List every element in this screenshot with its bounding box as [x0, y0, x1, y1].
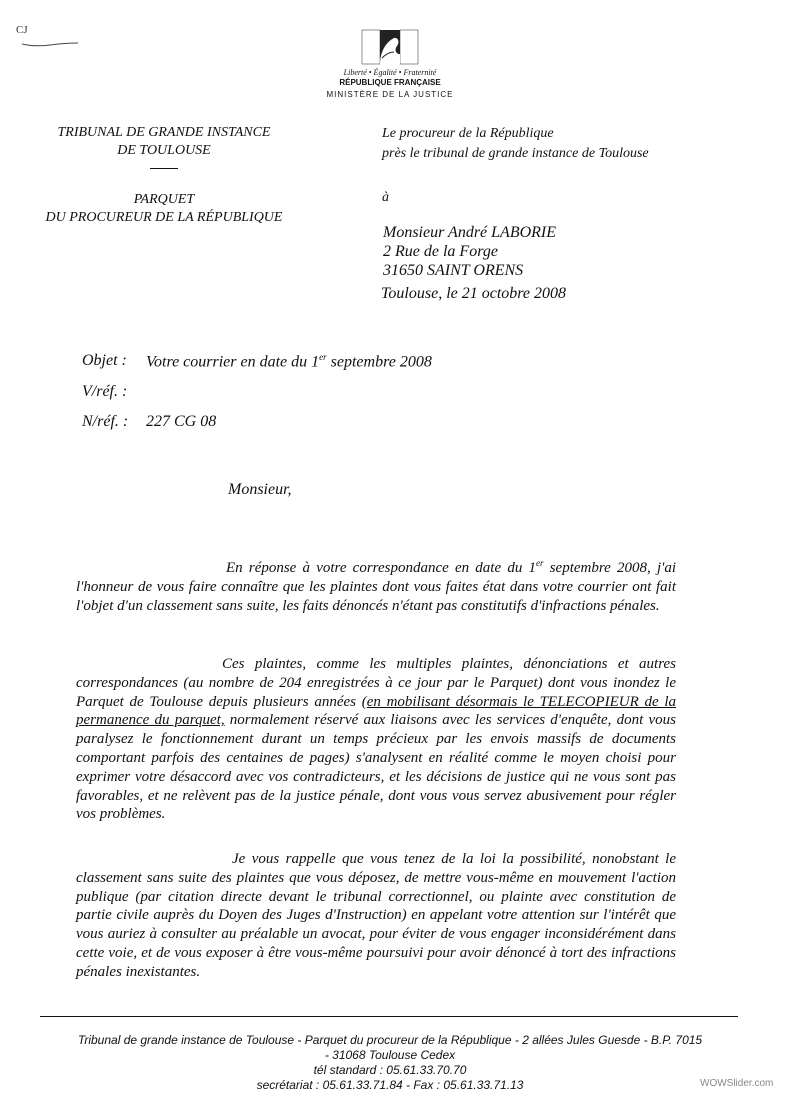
- recipient-street: 2 Rue de la Forge: [383, 243, 498, 260]
- court-name-line1: TRIBUNAL DE GRANDE INSTANCE: [57, 125, 271, 140]
- handwritten-initials: CJ: [16, 24, 28, 36]
- logo-republic: RÉPUBLIQUE FRANÇAISE: [339, 78, 441, 87]
- court-name-line2: DE TOULOUSE: [117, 143, 211, 158]
- marianne-logo: [315, 28, 465, 99]
- watermark: WOWSlider.com: [700, 1078, 774, 1089]
- nref-value: 227 CG 08: [146, 413, 217, 430]
- p2-underlined: en mobilisant désormais le TELECOPIEUR de la permanence du parquet,: [76, 693, 677, 729]
- vref-label: V/réf. :: [82, 383, 128, 400]
- parquet-line2: DU PROCUREUR DE LA RÉPUBLIQUE: [45, 210, 283, 225]
- paragraph-3: [76, 850, 676, 982]
- p1-superscript: er: [536, 558, 544, 568]
- court-header: [24, 124, 304, 227]
- objet-text-b: septembre 2008: [326, 353, 432, 371]
- p2-text-a: Ces plaintes, comme les multiples plaintes, dénonciations et autres correspondances (au nombre de 204 enregistrées à ce jour par le Parquet) dont vous inondez le Parquet de Toulouse depuis plusieurs années (: [76, 656, 676, 710]
- logo-ministry: MINISTÈRE DE LA JUSTICE: [326, 90, 454, 99]
- paragraph-2: [76, 655, 676, 824]
- paragraph-1: [76, 554, 676, 615]
- p3-text: Je vous rappelle que vous tenez de la loi la possibilité, nonobstant le classement sans suite des plaintes que vous déposez, de mettre vous-même en mouvement l'action publique (par citation directe devant le tribunal correctionnel, ou plainte avec constitution de partie civile auprès du Doyen des Juges d'Instruction) en appelant votre attention sur l'intérêt que vous auriez à consulter au préalable un avocat, pour éviter de vous engager inconsidérément dans cette voie, et de vous exposer à être vous-même poursuivi pour avoir dénoncé à tort des infractions pénales inexistantes.: [76, 851, 676, 980]
- salutation: Monsieur,: [228, 481, 292, 498]
- footer-line3: tél standard : 05.61.33.70.70: [313, 1063, 467, 1077]
- objet-label: Objet :: [82, 352, 127, 369]
- sender-line1: Le procureur de la République: [382, 126, 554, 141]
- footer-line2: - 31068 Toulouse Cedex: [324, 1048, 456, 1062]
- recipient-city: 31650 SAINT ORENS: [383, 262, 524, 279]
- objet-value: [146, 352, 432, 371]
- objet-text-a: Votre courrier en date du 1: [146, 353, 320, 371]
- p1-text-b: septembre 2008, j'ai l'honneur de vous faire connaître que les plaintes dont vous faites état dans votre courrier ont fait l'objet d'un classement sans suite, les faits dénoncés n'étant pas constitutifs d'infractions pénales.: [76, 560, 676, 614]
- footer-rule: [40, 1016, 738, 1017]
- handwritten-scribble: [20, 38, 80, 48]
- recipient-prefix: à: [382, 190, 389, 205]
- footer: [30, 1033, 750, 1093]
- sender-line2: près le tribunal de grande instance de Toulouse: [382, 146, 649, 161]
- parquet-line1: PARQUET: [133, 192, 195, 207]
- letter-date: Toulouse, le 21 octobre 2008: [381, 285, 567, 302]
- nref-label: N/réf. :: [82, 413, 129, 430]
- p2-text-b: normalement réservé aux liaisons avec les services d'enquête, dont vous paralysez le fonctionnement durant un temps précieux par les envois massifs de documents comportant parfois des centaines de pages) s'analysent en réalité comme le moyen choisi pour exprimer votre désaccord avec vos contradicteurs, et les décisions de justice qui ne vous sont pas favorables, et ne relèvent pas de la justice pénale, dont vous vous servez abusivement pour régler vos problèmes.: [76, 712, 676, 823]
- recipient-name: Monsieur André LABORIE: [383, 224, 557, 241]
- marianne-icon: [350, 28, 430, 66]
- header-separator: [150, 168, 178, 169]
- objet-superscript: er: [319, 352, 327, 362]
- logo-motto: Liberté • Égalité • Fraternité: [343, 68, 437, 77]
- footer-line1: Tribunal de grande instance de Toulouse - Parquet du procureur de la République - 2 allées Jules Guesde - B.P. 7015: [77, 1033, 703, 1047]
- footer-line4: secrétariat : 05.61.33.71.84 - Fax : 05.61.33.71.13: [256, 1078, 524, 1092]
- p1-text-a: En réponse à votre correspondance en date du 1: [226, 560, 537, 576]
